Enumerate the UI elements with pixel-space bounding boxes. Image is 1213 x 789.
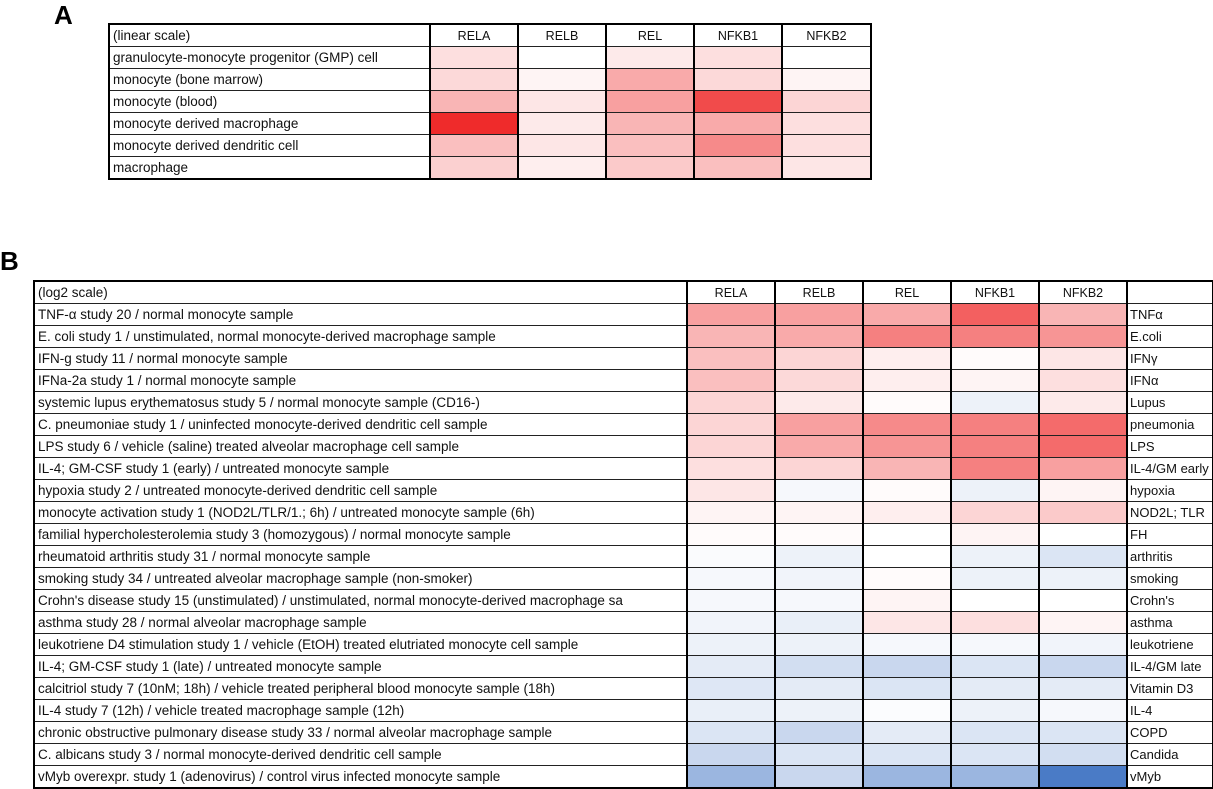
heatmap-b-cell [863,678,951,700]
heatmap-b-cell [951,480,1039,502]
heatmap-a-cell [430,91,518,113]
heatmap-b-cell [775,634,863,656]
heatmap-a-cell [430,113,518,135]
heatmap-b-cell [775,678,863,700]
heatmap-b-row [34,590,1213,612]
heatmap-b-row-label: chronic obstructive pulmonary disease study 33 / normal alveolar macrophage sample [34,722,687,744]
heatmap-b-row [34,612,1213,634]
heatmap-b-short-label: IL-4/GM early [1127,458,1213,480]
heatmap-b-cell [775,744,863,766]
heatmap-b-short-label: IFNα [1127,370,1213,392]
heatmap-b-cell [863,722,951,744]
heatmap-b-row [34,766,1213,789]
heatmap-b-row-label: hypoxia study 2 / untreated monocyte-derived dendritic cell sample [34,480,687,502]
heatmap-b-cell [951,370,1039,392]
heatmap-b-short-label: pneumonia [1127,414,1213,436]
heatmap-a-cell [694,135,782,157]
heatmap-b-row [34,458,1213,480]
heatmap-b-cell [1039,744,1127,766]
heatmap-b-short-label: IL-4/GM late [1127,656,1213,678]
heatmap-b-cell [687,524,775,546]
heatmap-b-cell [1039,392,1127,414]
heatmap-b-cell [1039,480,1127,502]
heatmap-a-cell [606,69,694,91]
heatmap-b-header-row [34,281,1213,304]
heatmap-a-header-row [109,24,871,47]
heatmap-b-row-label: TNF-α study 20 / normal monocyte sample [34,304,687,326]
heatmap-b-cell [1039,304,1127,326]
heatmap-b-row-label: IL-4; GM-CSF study 1 (late) / untreated monocyte sample [34,656,687,678]
heatmap-a-row [109,47,871,69]
heatmap-a-cell [430,135,518,157]
heatmap-b-cell [951,612,1039,634]
heatmap-b-cell [1039,546,1127,568]
heatmap-a-cell [518,157,606,180]
heatmap-a-cell [518,135,606,157]
heatmap-b-cell [863,370,951,392]
heatmap-b-cell [1039,678,1127,700]
heatmap-a-row-label: monocyte derived dendritic cell [109,135,430,157]
heatmap-b-row [34,634,1213,656]
heatmap-b-cell [951,568,1039,590]
heatmap-b-cell [687,480,775,502]
heatmap-a-col-label: RELB [518,24,606,47]
heatmap-b-cell [863,568,951,590]
heatmap-b-cell [863,436,951,458]
heatmap-b-cell [1039,436,1127,458]
heatmap-b-cell [1039,502,1127,524]
heatmap-b-cell [951,678,1039,700]
heatmap-b-short-label: vMyb [1127,766,1213,789]
heatmap-a-row [109,69,871,91]
heatmap-b-cell [687,678,775,700]
heatmap-b-cell [863,348,951,370]
heatmap-b-row [34,568,1213,590]
heatmap-a-cell [606,135,694,157]
heatmap-b-cell [775,656,863,678]
heatmap-b-short-label: leukotriene [1127,634,1213,656]
heatmap-b-short-label: Crohn's [1127,590,1213,612]
heatmap-b-row-label: LPS study 6 / vehicle (saline) treated alveolar macrophage cell sample [34,436,687,458]
heatmap-b-cell [687,634,775,656]
heatmap-b-cell [1039,524,1127,546]
heatmap-a-cell [694,47,782,69]
heatmap-a-cell [518,113,606,135]
heatmap-b-cell [863,590,951,612]
heatmap-b-cell [687,568,775,590]
heatmap-b-cell [1039,348,1127,370]
heatmap-b-cell [863,414,951,436]
heatmap-b-cell [1039,414,1127,436]
heatmap-b-cell [863,612,951,634]
heatmap-b-row [34,392,1213,414]
heatmap-b-cell [863,392,951,414]
heatmap-b-cell [775,502,863,524]
heatmap-b-row-label: Crohn's disease study 15 (unstimulated) / unstimulated, normal monocyte-derived macrophage sa [34,590,687,612]
heatmap-b-cell [951,656,1039,678]
heatmap-b-row-label: calcitriol study 7 (10nM; 18h) / vehicle treated peripheral blood monocyte sample (18h) [34,678,687,700]
heatmap-b-col-label: RELA [687,281,775,304]
heatmap-b-row-label: leukotriene D4 stimulation study 1 / vehicle (EtOH) treated elutriated monocyte cell sample [34,634,687,656]
heatmap-a-cell [430,47,518,69]
heatmap-b-cell [687,744,775,766]
heatmap-a-cell [518,69,606,91]
heatmap-a-row-label: monocyte (bone marrow) [109,69,430,91]
heatmap-b-cell [863,304,951,326]
heatmap-b-row [34,722,1213,744]
heatmap-a-cell [606,91,694,113]
heatmap-b-cell [687,458,775,480]
heatmap-b-cell [687,590,775,612]
heatmap-b-cell [775,326,863,348]
heatmap-b-short-label: asthma [1127,612,1213,634]
heatmap-b-cell [775,766,863,789]
heatmap-b-cell [775,722,863,744]
heatmap-a-row [109,113,871,135]
heatmap-a-cell [782,157,871,180]
heatmap-b-cell [775,700,863,722]
heatmap-b-cell [1039,634,1127,656]
heatmap-b-cell [951,546,1039,568]
heatmap-b-cell [951,326,1039,348]
heatmap-b-short-label: IL-4 [1127,700,1213,722]
heatmap-b-short-label-header [1127,281,1213,304]
heatmap-b-row-label: rheumatoid arthritis study 31 / normal monocyte sample [34,546,687,568]
heatmap-b-row-label: systemic lupus erythematosus study 5 / normal monocyte sample (CD16-) [34,392,687,414]
heatmap-a-row-label: macrophage [109,157,430,180]
heatmap-b-cell [863,634,951,656]
heatmap-b-row [34,656,1213,678]
heatmap-b-row [34,304,1213,326]
heatmap-b-cell [1039,568,1127,590]
heatmap-b-cell [687,436,775,458]
heatmap-b-row [34,502,1213,524]
heatmap-a-scale-note: (linear scale) [109,24,430,47]
heatmap-b-row [34,744,1213,766]
heatmap-b-cell [687,370,775,392]
heatmap-b-cell [863,480,951,502]
heatmap-b-row [34,678,1213,700]
heatmap-b-cell [1039,590,1127,612]
heatmap-b-row [34,436,1213,458]
heatmap-b-cell [687,700,775,722]
heatmap-b-row-label: asthma study 28 / normal alveolar macrophage sample [34,612,687,634]
heatmap-b-row [34,326,1213,348]
heatmap-b-short-label: LPS [1127,436,1213,458]
heatmap-a-cell [782,135,871,157]
heatmap-b-cell [951,414,1039,436]
heatmap-b-cell [687,348,775,370]
heatmap-b-row-label: E. coli study 1 / unstimulated, normal monocyte-derived macrophage sample [34,326,687,348]
heatmap-b-col-label: REL [863,281,951,304]
heatmap-a-cell [782,91,871,113]
heatmap-b-cell [687,502,775,524]
heatmap-b-cell [951,304,1039,326]
heatmap-a-cell [782,47,871,69]
heatmap-b-cell [687,612,775,634]
heatmap-b-cell [1039,326,1127,348]
panel-a-letter: A [54,0,73,30]
heatmap-b-cell [951,634,1039,656]
heatmap-b-cell [863,326,951,348]
heatmap-b-cell [863,744,951,766]
heatmap-b-short-label: smoking [1127,568,1213,590]
heatmap-b-row [34,546,1213,568]
heatmap-b-cell [863,524,951,546]
heatmap-a-row-label: granulocyte-monocyte progenitor (GMP) cell [109,47,430,69]
heatmap-b-cell [951,744,1039,766]
heatmap-b-cell [1039,656,1127,678]
heatmap-a [108,23,872,180]
heatmap-a-cell [694,91,782,113]
heatmap-b-cell [687,326,775,348]
heatmap-a-cell [518,47,606,69]
heatmap-b-row [34,524,1213,546]
heatmap-b-cell [863,700,951,722]
heatmap-b-row-label: IFN-g study 11 / normal monocyte sample [34,348,687,370]
heatmap-b-cell [951,700,1039,722]
heatmap-b-row-label: IFNa-2a study 1 / normal monocyte sample [34,370,687,392]
heatmap-b-cell [1039,612,1127,634]
heatmap-a-cell [606,157,694,180]
heatmap-b-cell [863,458,951,480]
heatmap-b-cell [687,304,775,326]
heatmap-b-cell [775,546,863,568]
heatmap-b-short-label: FH [1127,524,1213,546]
heatmap-b-cell [775,304,863,326]
heatmap-b-cell [1039,766,1127,789]
heatmap-b-cell [775,480,863,502]
heatmap-b-cell [687,546,775,568]
heatmap-b-short-label: Vitamin D3 [1127,678,1213,700]
heatmap-b-cell [1039,458,1127,480]
heatmap-b-cell [775,414,863,436]
heatmap-b-cell [775,612,863,634]
heatmap-a-col-label: REL [606,24,694,47]
heatmap-b-cell [687,414,775,436]
heatmap-a-col-label: NFKB1 [694,24,782,47]
heatmap-b-cell [1039,700,1127,722]
heatmap-b-cell [951,524,1039,546]
heatmap-b-scale-note: (log2 scale) [34,281,687,304]
heatmap-b-short-label: Candida [1127,744,1213,766]
heatmap-b-cell [951,436,1039,458]
heatmap-a-cell [694,157,782,180]
heatmap-b-cell [687,766,775,789]
heatmap-b-row [34,414,1213,436]
heatmap-b-cell [951,722,1039,744]
heatmap-b-cell [775,568,863,590]
heatmap-a-row-label: monocyte (blood) [109,91,430,113]
heatmap-a-row [109,135,871,157]
heatmap-b-cell [687,392,775,414]
heatmap-a-cell [606,113,694,135]
heatmap-b-cell [687,656,775,678]
heatmap-a-cell [606,47,694,69]
heatmap-b-row-label: monocyte activation study 1 (NOD2L/TLR/1.; 6h) / untreated monocyte sample (6h) [34,502,687,524]
heatmap-b-cell [863,502,951,524]
heatmap-a-col-label: NFKB2 [782,24,871,47]
heatmap-b-cell [863,546,951,568]
heatmap-b-row [34,370,1213,392]
heatmap-b-short-label: arthritis [1127,546,1213,568]
heatmap-b-short-label: Lupus [1127,392,1213,414]
heatmap-b-col-label: RELB [775,281,863,304]
heatmap-b-cell [951,348,1039,370]
heatmap-b-row-label: smoking study 34 / untreated alveolar macrophage sample (non-smoker) [34,568,687,590]
heatmap-b-row-label: IL-4; GM-CSF study 1 (early) / untreated monocyte sample [34,458,687,480]
heatmap-b-row-label: IL-4 study 7 (12h) / vehicle treated macrophage sample (12h) [34,700,687,722]
heatmap-b-cell [1039,722,1127,744]
heatmap-b-short-label: NOD2L; TLR [1127,502,1213,524]
heatmap-b-row-label: familial hypercholesterolemia study 3 (homozygous) / normal monocyte sample [34,524,687,546]
panel-b-letter: B [0,246,19,276]
heatmap-b-cell [863,656,951,678]
heatmap-b-cell [775,392,863,414]
heatmap-b-cell [863,766,951,789]
heatmap-b-short-label: TNFα [1127,304,1213,326]
heatmap-b-cell [951,392,1039,414]
heatmap-b-row [34,480,1213,502]
heatmap-a-cell [430,69,518,91]
heatmap-b-cell [951,458,1039,480]
heatmap-b [33,280,1213,789]
heatmap-b-cell [1039,370,1127,392]
heatmap-a-cell [782,69,871,91]
heatmap-a-cell [518,91,606,113]
heatmap-b-cell [775,524,863,546]
heatmap-b-row [34,700,1213,722]
heatmap-b-cell [775,590,863,612]
heatmap-b-cell [687,722,775,744]
heatmap-b-short-label: IFNγ [1127,348,1213,370]
heatmap-b-row-label: C. albicans study 3 / normal monocyte-derived dendritic cell sample [34,744,687,766]
heatmap-b-cell [775,370,863,392]
heatmap-b-row [34,348,1213,370]
heatmap-a-row [109,91,871,113]
heatmap-b-short-label: COPD [1127,722,1213,744]
heatmap-b-cell [775,348,863,370]
heatmap-b-cell [775,436,863,458]
heatmap-a-cell [694,113,782,135]
heatmap-b-row-label: vMyb overexpr. study 1 (adenovirus) / control virus infected monocyte sample [34,766,687,789]
heatmap-a-row [109,157,871,180]
heatmap-b-short-label: hypoxia [1127,480,1213,502]
heatmap-b-row-label: C. pneumoniae study 1 / uninfected monocyte-derived dendritic cell sample [34,414,687,436]
heatmap-a-col-label: RELA [430,24,518,47]
heatmap-a-cell [430,157,518,180]
heatmap-b-col-label: NFKB2 [1039,281,1127,304]
heatmap-b-col-label: NFKB1 [951,281,1039,304]
heatmap-b-cell [951,502,1039,524]
heatmap-a-row-label: monocyte derived macrophage [109,113,430,135]
heatmap-b-cell [951,766,1039,789]
heatmap-b-cell [951,590,1039,612]
heatmap-a-cell [782,113,871,135]
heatmap-b-cell [775,458,863,480]
heatmap-a-cell [694,69,782,91]
heatmap-b-short-label: E.coli [1127,326,1213,348]
